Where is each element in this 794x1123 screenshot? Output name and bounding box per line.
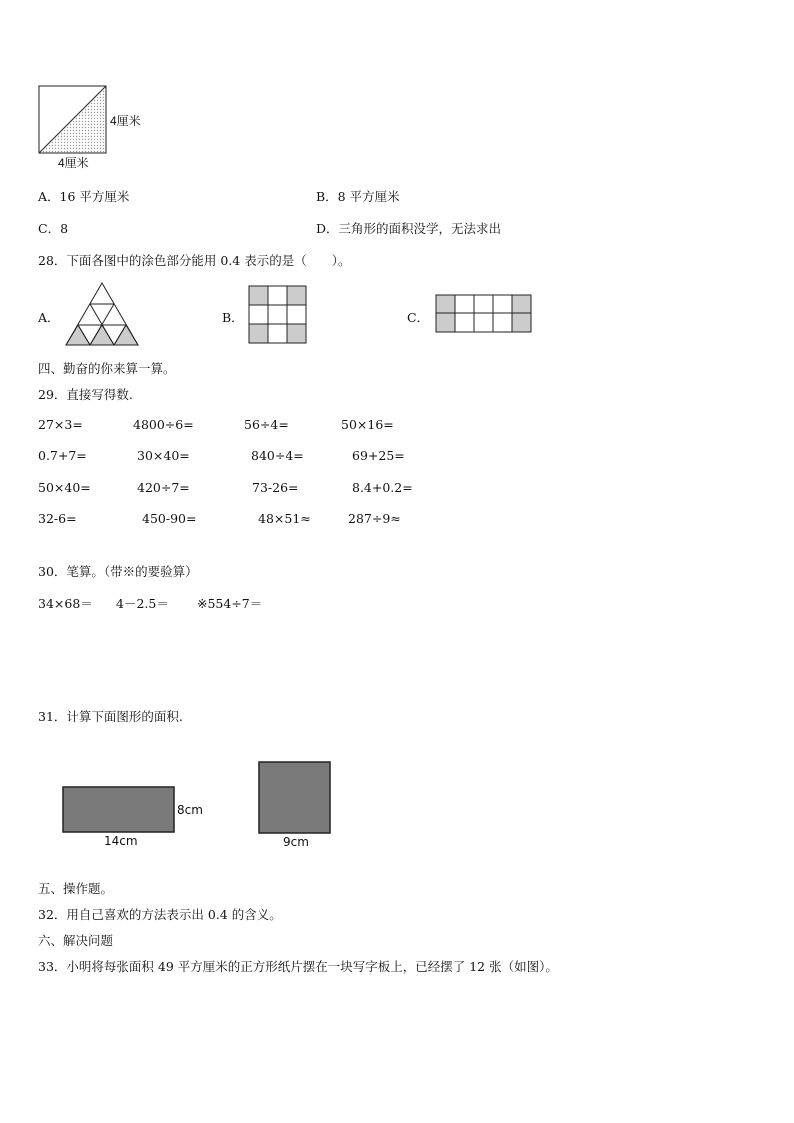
q28-option-b-label: B．: [222, 310, 244, 325]
q29-question: 29．直接写得数.: [38, 387, 133, 402]
section6-heading: 六、解决问题: [38, 933, 114, 948]
q28-question: 28．下面各图中的涂色部分能用 0.4 表示的是（ ）。: [38, 253, 351, 268]
q29-cell: 4800÷6=: [133, 417, 194, 432]
q29-cell: 840÷4=: [251, 448, 304, 463]
q33-question: 33．小明将每张面积 49 平方厘米的正方形纸片摆在一块写字板上，已经摆了 12 张（如图）。: [38, 959, 558, 974]
q31-square-side-label: 9cm: [283, 835, 309, 849]
q29-cell: 73-26=: [252, 480, 299, 495]
q27-bottom-label: 4厘米: [58, 156, 89, 170]
q27-right-label: 4厘米: [110, 114, 141, 128]
q29-cell: 0.7+7=: [38, 448, 87, 463]
q30-item: ※554÷7＝: [197, 596, 263, 611]
q27-option-d: D．三角形的面积没学，无法求出: [316, 221, 502, 236]
q29-cell: 287÷9≈: [348, 511, 401, 526]
q28-option-c-label: C．: [407, 310, 430, 325]
q27-option-a: A．16 平方厘米: [38, 189, 130, 204]
q29-cell: 8.4+0.2=: [352, 480, 413, 495]
q29-cell: 27×3=: [38, 417, 83, 432]
q29-cell: 30×40=: [137, 448, 190, 463]
q29-cell: 450-90=: [142, 511, 197, 526]
q30-question: 30．笔算。（带※的要验算）: [38, 564, 198, 579]
q28-option-a-label: A．: [38, 310, 60, 325]
q29-cell: 32-6=: [38, 511, 77, 526]
q30-item: 34×68＝: [38, 596, 93, 611]
q29-cell: 56÷4=: [244, 417, 289, 432]
q27-option-b: B．8 平方厘米: [316, 189, 400, 204]
q29-cell: 69+25=: [352, 448, 405, 463]
q29-cell: 50×16=: [341, 417, 394, 432]
q31-question: 31．计算下面图形的面积.: [38, 709, 183, 724]
q31-rectangle: [63, 787, 174, 832]
q30-item: 4－2.5＝: [116, 596, 169, 611]
q32-question: 32．用自己喜欢的方法表示出 0.4 的含义。: [38, 907, 282, 922]
q29-cell: 48×51≈: [258, 511, 311, 526]
section5-heading: 五、操作题。: [38, 881, 114, 896]
section4-heading: 四、勤奋的你来算一算。: [38, 361, 176, 376]
q27-option-c: C．8: [38, 221, 69, 236]
q31-rect-height-label: 8cm: [177, 803, 203, 817]
q31-rect-width-label: 14cm: [104, 834, 138, 848]
q31-square: [259, 762, 330, 833]
q29-cell: 50×40=: [38, 480, 91, 495]
q29-cell: 420÷7=: [137, 480, 190, 495]
